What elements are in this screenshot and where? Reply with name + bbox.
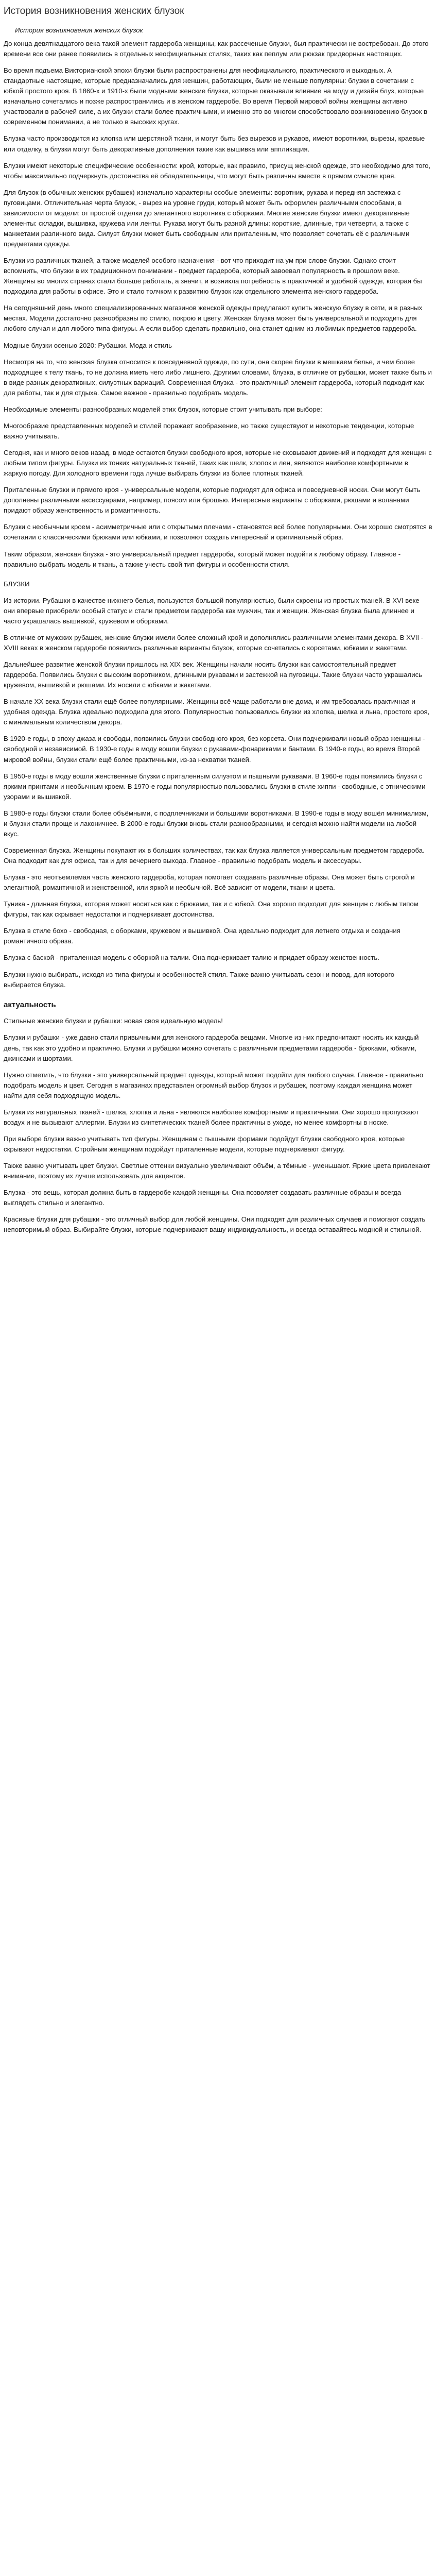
paragraph: Многообразие представленных моделей и стилей поражает воображение, но также существуют и некоторые тенденции, которые важно учитывать. <box>4 421 414 440</box>
paragraph: Блузка - это вещь, которая должна быть в гардеробе каждой женщины. Она позволяет создавать различные образы и всегда выглядеть стильно и элегантно. <box>4 1189 402 1207</box>
paragraph: До конца девятнадцатого века такой элемент гардероба женщины, как рассеченые блузки, был практически не востребован. До этого времени все они ранее появились в отдельных неофициальных стилях, таких как пеплум или рюкзак придворных настоящих. <box>4 39 429 58</box>
article-page <box>0 0 436 1246</box>
paragraph: Приталенные блузки и прямого кроя - универсальные модели, которые подходят для офиса и повседневной носки. Они могут быть дополнены различными аксессуарами, например, поясом или брошью. Интересные варианты с оборками, рюшами и воланами придают образу женственность и романтичность. <box>4 486 421 515</box>
paragraph: Стильные женские блузки и рубашки: новая своя идеальную модель! <box>4 1017 223 1025</box>
paragraph: Красивые блузки для рубашки - это отличный выбор для любой женщины. Они подходят для различных случаев и помогают создать неповторимый образ. Выбирайте блузки, которые подчеркивают вашу индивидуальность, и всегда оставайтесь модной и стильной. <box>4 1215 426 1234</box>
paragraph: На сегодняшний день много специализированных магазинов женской одежды предлагают купить женскую блузку в сети, и в разных местах. Модели достаточно разнообразны по стилю, покрою и цвету. Женская блузка может быть универсальной и подходить для любого случая и для любого типа фигуры. А если выбор сделать правильно, она станет одним из любимых предметов гардероба. <box>4 304 423 333</box>
paragraph: Нужно отметить, что блузки - это универсальный предмет одежды, который может подойти для любого случая. Главное - правильно подобрать модель и цвет. Сегодня в магазинах представлен огромный выбор блузок и рубашек, поэтому каждая женщина может найти для себя подходящую модель. <box>4 1071 424 1099</box>
paragraph: Блузка с баской - приталенная модель с оборкой на талии. Она подчеркивает талию и придает образу женственность. <box>4 954 379 962</box>
paragraph: Блузки из различных тканей, а также моделей особого назначения - вот что приходит на ум при слове блузки. Однако стоит вспомнить, что блузки в их традиционном понимании - предмет гардероба, который завоевал популярность в прошлом веке. Женщины во многих странах стали больше работать, а значит, и возникла потребность в практичной и удобной одежде, которая бы подходила для работы в офисе. Это и стало толчком к развитию блузок как отдельного элемента женского гардероба. <box>4 257 422 296</box>
paragraph: При выборе блузки важно учитывать тип фигуры. Женщинам с пышными формами подойдут блузки свободного кроя, которые скрывают недостатки. Стройным женщинам подойдут приталенные модели, которые подчеркивают фигуру. <box>4 1134 405 1154</box>
paragraph: Модные блузки осенью 2020: Рубашки. Мода и стиль <box>4 341 172 349</box>
paragraph: Блузки нужно выбирать, исходя из типа фигуры и особенностей стиля. Также важно учитывать сезон и повод, для которого выбирается блузка. <box>4 970 395 989</box>
paragraph: В отличие от мужских рубашек, женские блузки имели более сложный крой и дополнялись различными элементами декора. В XVII - XVIII веках в женском гардеробе появились различные варианты блузок, которые сочетались с корсетами, юбками и жакетами. <box>4 633 424 652</box>
paragraph: Блузки имеют некоторые специфические особенности: крой, которые, как правило, присущ женской одежде, это необходимо для того, чтобы максимально подчеркнуть достоинства её обладательницы, что могут быть различны вместе в прямом смысле края. <box>4 161 431 180</box>
paragraph: Современная блузка. Женщины покупают их в больших количествах, так как блузка является универсальным предметом гардероба. Она подходит как для офиса, так и для вечернего выхода. Главное - правильно подобрать модель и аксессуары. <box>4 846 425 865</box>
section-label-relevance: актуальность <box>4 1000 56 1009</box>
paragraph: В 1980-е годы блузки стали более объёмными, с подплечниками и большими воротниками. В 1990-е годы в моду вошёл минимализм, и блузки стали проще и лаконичнее. В 2000-е годы блузки вновь стали разнообразными, и сегодня можно найти модели на любой вкус. <box>4 809 429 838</box>
article-body-part-3 <box>4 1016 432 1235</box>
paragraph: Блузки с необычным кроем - асимметричные или с открытыми плечами - становятся всё более популярными. Они хорошо смотрятся в сочетании с классическими брюками или юбками, и позволяют создать интересный и оригинальный образ. <box>4 523 432 541</box>
article-body-part-2 <box>4 596 432 990</box>
paragraph: Блузка часто производится из хлопка или шерстяной ткани, и могут быть без вырезов и рукавов, имеют воротники, вырезы, краевые или отделку, а блузки могут быть декоративные дополнения такие как вышивка или аппликация. <box>4 134 425 153</box>
article-body-part-1 <box>4 39 432 570</box>
paragraph: Из истории. Рубашки в качестве нижнего белья, пользуются большой популярностью, были скроены из простых тканей. В XVI веке они впервые приобрели особый статус и стали предметом гардероба как мужчин, так и женщин. Женская блузка была длиннее и часто украшалась вышивкой, кружевом и оборками. <box>4 596 420 625</box>
paragraph: Туника - длинная блузка, которая может носиться как с брюками, так и с юбкой. Она хорошо подходит для женщин с любым типом фигуры, так как скрывает недостатки и подчеркивает достоинства. <box>4 900 418 919</box>
paragraph: Во время подъема Викторианской эпохи блузки были распространены для неофициального, практического и выходных. А стандартные настоящие, которые предназначались для женщин, работающих, были не меньше популярны: блузки в сочетании с юбкой простого кроя. В 1860-х и 1910-х были модными женские блузки, которые оказывали влияние на моду и дизайн блуз, которые изначально сочетались и позже распространились и в женском гардеробе. Во время Первой мировой войны женщины активно участвовали в рабочей силе, а их блузки стали более практичными, и именно это во многом способствовало возникновению блузок в современном понимании, а не только в высоких кругах. <box>4 66 428 126</box>
paragraph: Для блузок (в обычных женских рубашек) изначально характерны особые элементы: воротник, рукава и передняя застежка с пуговицами. Отличительная черта блузок, - вырез на уровне груди, который может быть оформлен различными способами, в зависимости от модели: от простой отделки до элегантного воротника с оборками. Многие женские блузки имеют декоративные элементы: складки, вышивка, кружева или ленты. Рукава могут быть разной длины: короткие, длинные, три четверти, а также с манжетами различного вида. Силуэт блузки может быть свободным или приталенным, что позволяет сочетать её с различными предметами одежды. <box>4 188 410 248</box>
paragraph: Блузка - это неотъемлемая часть женского гардероба, которая помогает создавать различные образы. Она может быть строгой и элегантной, романтичной и женственной, или яркой и необычной. Всё зависит от модели, ткани и цвета. <box>4 873 415 892</box>
paragraph: Дальнейшее развитие женской блузки пришлось на XIX век. Женщины начали носить блузки как самостоятельный предмет гардероба. Появились блузки с высоким воротником, длинными рукавами и застежкой на пуговицы. Такие блузки часто украшались кружевом, вышивкой и рюшами. Их носили с юбками и жакетами. <box>4 660 423 689</box>
paragraph: Таким образом, женская блузка - это универсальный предмет гардероба, который может подойти к любому образу. Главное - правильно выбрать модель и ткань, а также учесть свой тип фигуры и особенности стиля. <box>4 550 401 568</box>
paragraph: В начале XX века блузки стали ещё более популярными. Женщины всё чаще работали вне дома, и им требовалась практичная и удобная одежда. Блузка идеально подходила для этого. Популярностью пользовались блузки из хлопка, шелка и льна, простого кроя, с минимальным количеством декора. <box>4 698 430 726</box>
paragraph: В 1920-е годы, в эпоху джаза и свободы, появились блузки свободного кроя, без корсета. Они подчеркивали новый образ женщины - свободной и независимой. В 1930-е годы в моду вошли блузки с рукавами-фонариками и бантами. В 1940-е годы, во время Второй мировой войны, блузки стали ещё более практичными, из-за нехватки тканей. <box>4 735 425 764</box>
section-label-blouses: БЛУЗКИ <box>4 580 30 588</box>
paragraph: Блузка в стиле бохо - свободная, с оборками, кружевом и вышивкой. Она идеально подходит для летнего отдыха и создания романтичного образа. <box>4 927 400 945</box>
article-subtitle: История возникновения женских блузок <box>15 26 143 34</box>
paragraph: Несмотря на то, что женская блузка относится к повседневной одежде, по сути, она скорее блузки в мешкаем белье, и чем более подходящее к телу ткань, то не должна иметь чего либо лишнего. Другими словами, блузка, в отличие от рубашки, может также быть и в виде разных декоративных, силуэтных вариаций. Современная блузка - это практичный элемент гардероба, который подходит как для работы, так и для отдыха. Самое важное - правильно подобрать модель. <box>4 358 432 397</box>
paragraph: Необходимые элементы разнообразных моделей этих блузок, которые стоит учитывать при выборе: <box>4 405 322 413</box>
paragraph: В 1950-е годы в моду вошли женственные блузки с приталенным силуэтом и пышными рукавами. В 1960-е годы появились блузки с яркими принтами и необычным кроем. В 1970-е годы популярностью пользовались блузки в стиле хиппи - свободные, с этническими узорами и вышивкой. <box>4 772 426 801</box>
article-title: История возникновения женских блузок <box>4 6 184 16</box>
paragraph: Также важно учитывать цвет блузки. Светлые оттенки визуально увеличивают объём, а тёмные - уменьшают. Яркие цвета привлекают внимание, поэтому их лучше использовать для акцентов. <box>4 1162 430 1180</box>
paragraph: Блузки из натуральных тканей - шелка, хлопка и льна - являются наиболее комфортными и практичными. Они хорошо пропускают воздух и не вызывают аллергии. Блузки из синтетических тканей более практичны в уходе, но менее комфортны в носке. <box>4 1108 419 1126</box>
paragraph: Сегодня, как и много веков назад, в моде остаются блузки свободного кроя, которые не сковывают движений и подходят для женщин с любым типом фигуры. Блузки из тонких натуральных тканей, таких как шелк, хлопок и лен, являются наиболее комфортными в жаркую погоду. Для холодного времени года лучше выбирать блузки из более плотных тканей. <box>4 449 432 478</box>
paragraph: Блузки и рубашки - уже давно стали привычными для женского гардероба вещами. Многие из них предпочитают носить их каждый день, так как это удобно и практично. Блузки и рубашки можно сочетать с различными предметами гардероба - брюками, юбками, джинсами и шортами. <box>4 1033 419 1062</box>
